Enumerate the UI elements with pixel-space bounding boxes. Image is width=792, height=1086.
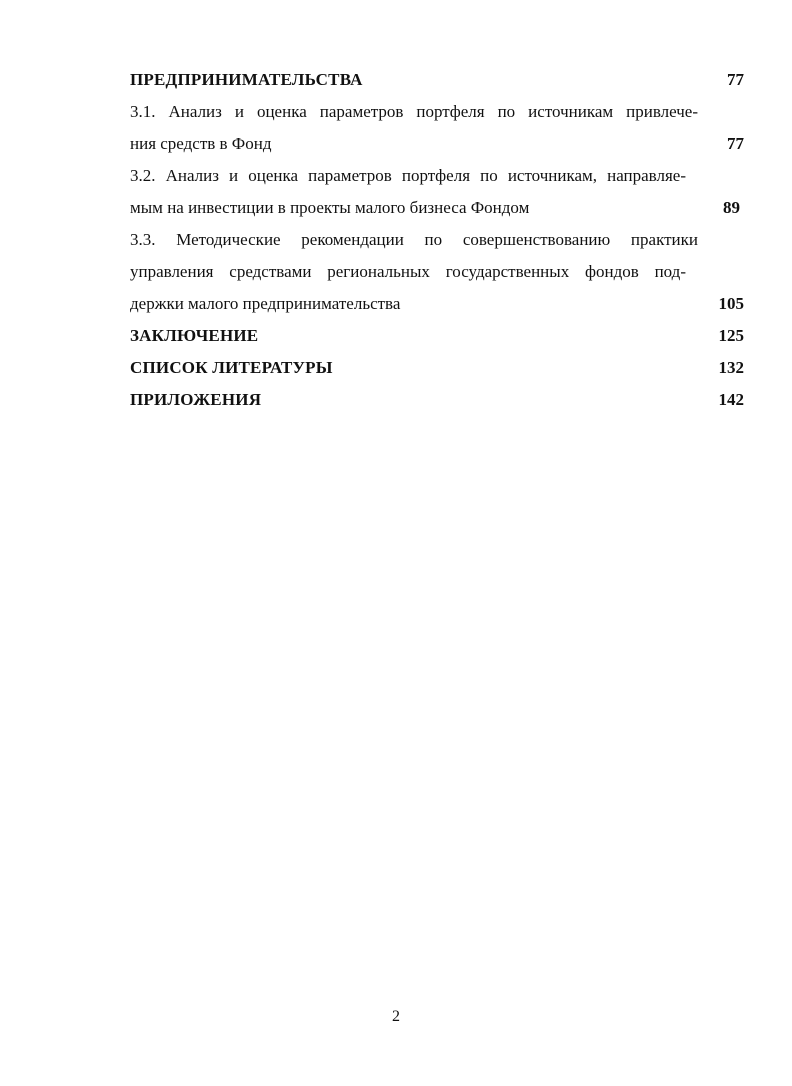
toc-entry-title: управления средствами региональных государственных фондов под- (130, 262, 686, 281)
toc-entry-page: 77 (727, 70, 744, 89)
toc-entry-appendices (130, 384, 750, 416)
toc-entry-title: 3.1. Анализ и оценка параметров портфеля по источникам привлече- (130, 102, 698, 121)
toc-entry-page: 105 (718, 294, 744, 313)
toc-entry-page: 142 (718, 390, 744, 409)
table-of-contents (130, 64, 750, 416)
toc-entry-title: ПРИЛОЖЕНИЯ (130, 390, 262, 409)
toc-entry-3-1-line-1 (130, 96, 750, 128)
toc-entry-page: 89 (723, 198, 740, 217)
toc-entry-page: 132 (718, 358, 744, 377)
toc-entry-chapter-3-heading-end (130, 64, 750, 96)
toc-entry-3-3-line-3 (130, 288, 750, 320)
toc-entry-title: держки малого предпринимательства (130, 294, 401, 313)
toc-entry-title: ния средств в Фонд (130, 134, 272, 153)
toc-entry-title: ЗАКЛЮЧЕНИЕ (130, 326, 259, 345)
toc-entry-3-2-line-1 (130, 160, 750, 192)
toc-entry-3-3-line-1 (130, 224, 750, 256)
toc-entry-title: 3.2. Анализ и оценка параметров портфеля по источникам, направляе- (130, 166, 686, 185)
toc-entry-3-3-line-2 (130, 256, 750, 288)
toc-entry-title: мым на инвестиции в проекты малого бизнеса Фондом (130, 198, 530, 217)
toc-entry-title: ПРЕДПРИНИМАТЕЛЬСТВА (130, 70, 363, 89)
toc-entry-bibliography (130, 352, 750, 384)
page-number: 2 (392, 1008, 400, 1025)
toc-entry-page: 125 (718, 326, 744, 345)
toc-entry-3-2-line-2 (130, 192, 750, 224)
toc-entry-conclusion (130, 320, 750, 352)
toc-entry-title: СПИСОК ЛИТЕРАТУРЫ (130, 358, 333, 377)
toc-entry-3-1-line-2 (130, 128, 750, 160)
toc-entry-page: 77 (727, 134, 744, 153)
toc-entry-title: 3.3. Методические рекомендации по совершенствованию практики (130, 230, 698, 249)
